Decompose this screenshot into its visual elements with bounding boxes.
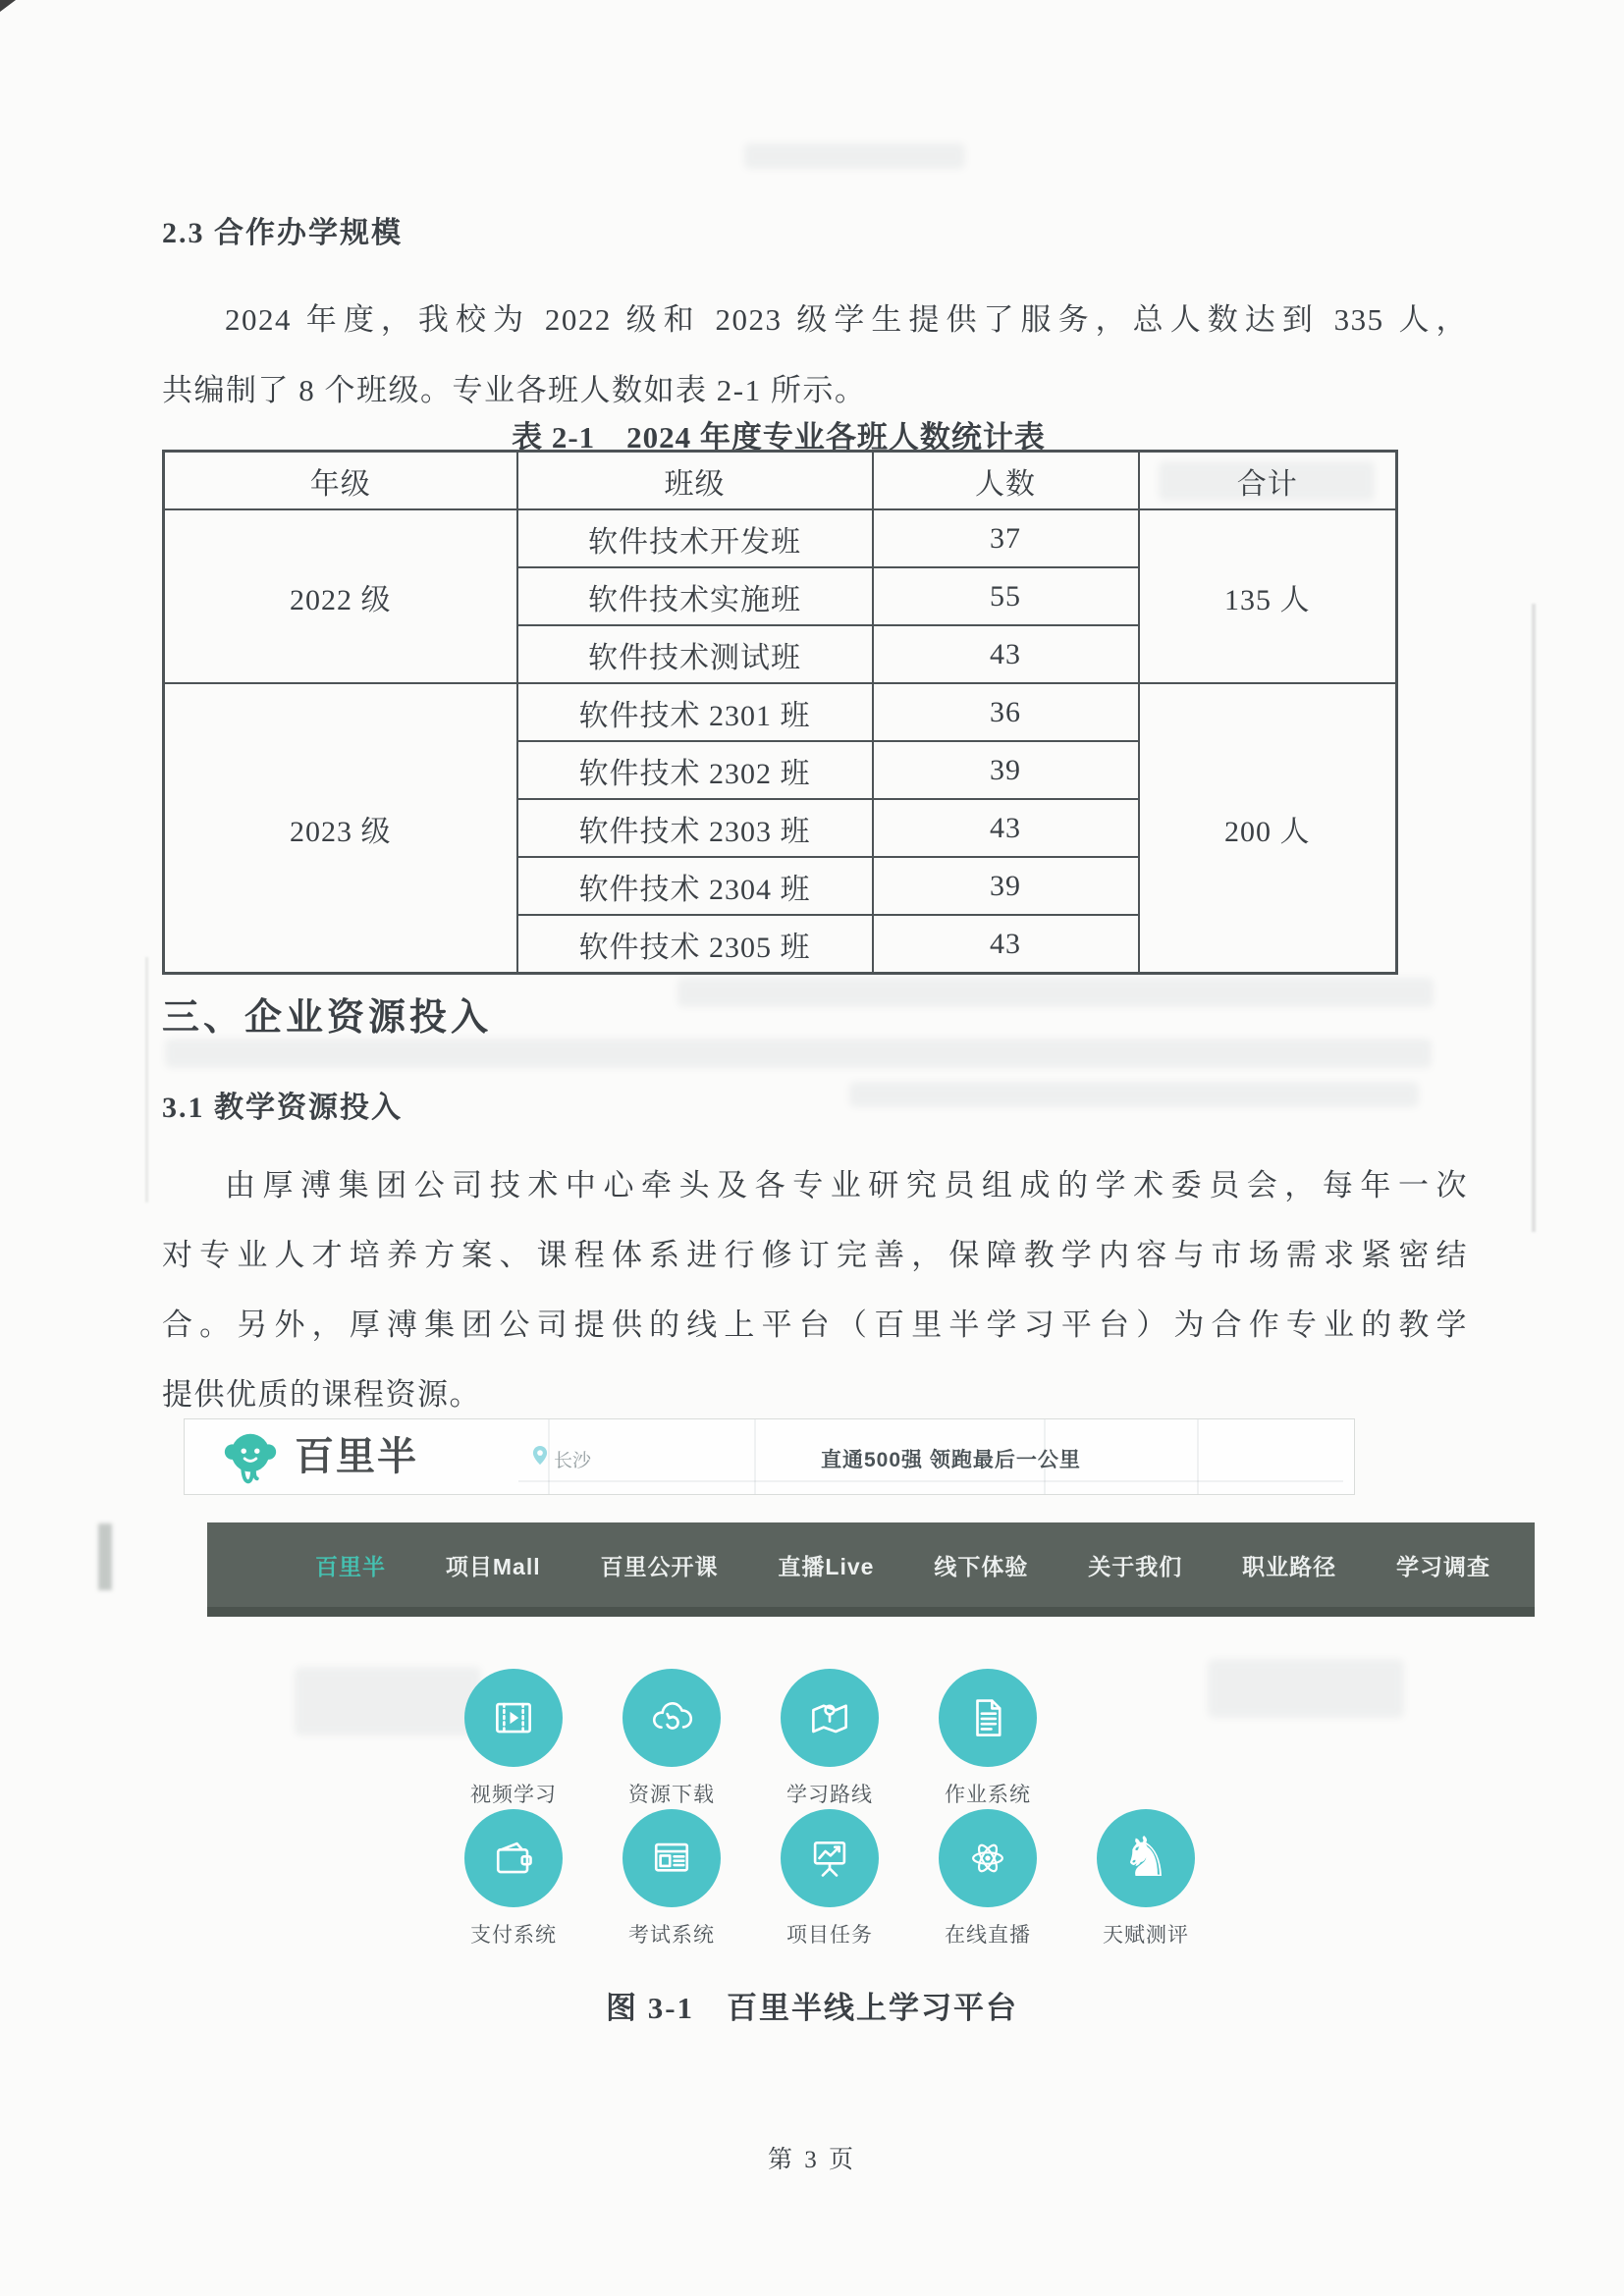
browser-list-icon: [623, 1809, 721, 1907]
atom-icon: [939, 1809, 1037, 1907]
class-name-cell: 软件技术 2305 班: [517, 915, 873, 974]
table-header-row: [164, 452, 1397, 510]
platform-feature: [1097, 1809, 1195, 1949]
class-name-cell: 软件技术测试班: [517, 625, 873, 683]
table-title: 表 2-1 2024 年度专业各班人数统计表: [512, 420, 1046, 454]
platform-feature: [939, 1669, 1037, 1808]
location-selector: [530, 1443, 591, 1474]
nav-item-学习调查: 学习调查: [1396, 1553, 1490, 1579]
feature-label: 学习路线: [786, 1784, 873, 1806]
col-header-count: 人数: [873, 452, 1139, 510]
platform-slogan: 直通500强 领跑最后一公里: [821, 1449, 1081, 1471]
bleed-through: [165, 1039, 1432, 1068]
nav-item-直播Live: 直播Live: [778, 1553, 875, 1579]
wallet-icon: [464, 1809, 563, 1907]
nav-item-项目Mall: 项目Mall: [445, 1553, 541, 1579]
count-cell: 43: [873, 915, 1139, 974]
platform-feature: [464, 1669, 563, 1808]
paragraph-line: 提供优质的课程资源。: [162, 1377, 481, 1412]
document-icon: [939, 1669, 1037, 1767]
feature-label: 视频学习: [470, 1784, 557, 1806]
bleed-grid-line: [1044, 1419, 1046, 1494]
bleed-grid-line: [548, 1419, 550, 1494]
class-name-cell: 软件技术 2301 班: [517, 683, 873, 741]
section-3-1-paragraph: [162, 1150, 1468, 1429]
platform-feature: [464, 1809, 563, 1949]
nav-item-百里半: 百里半: [315, 1553, 386, 1579]
bailiban-logo-icon: [220, 1426, 281, 1492]
scan-streak: [145, 957, 148, 1202]
bleed-grid-line: [754, 1419, 756, 1494]
table-body: [164, 509, 1397, 974]
bleed-through: [744, 143, 965, 169]
count-cell: 39: [873, 857, 1139, 915]
paragraph-line: 合。另外，厚溥集团公司提供的线上平台（百里半学习平台）为合作专业的教学: [162, 1308, 1468, 1342]
paragraph-line: 对专业人才培养方案、课程体系进行修订完善，保障教学内容与市场需求紧密结: [162, 1238, 1468, 1272]
col-header-grade: 年级: [164, 452, 517, 510]
nav-item-职业路径: 职业路径: [1242, 1553, 1337, 1579]
paragraph-line: 由厚溥集团公司技术中心牵头及各专业研究员组成的学术委员会，每年一次: [225, 1168, 1468, 1202]
count-cell: 37: [873, 509, 1139, 567]
col-header-class: 班级: [517, 452, 873, 510]
col-header-total: 合计: [1139, 452, 1397, 510]
section-3-1-heading: 3.1 教学资源投入: [162, 1092, 403, 1124]
nav-item-关于我们: 关于我们: [1088, 1553, 1183, 1579]
bleed-grid-line: [1197, 1419, 1199, 1494]
film-play-icon: [464, 1669, 563, 1767]
grade-cell: 2022 级: [164, 509, 517, 683]
feature-label: 考试系统: [628, 1924, 715, 1947]
scan-corner-mark: [0, 0, 16, 12]
scan-streak: [1532, 604, 1536, 1232]
feature-label: 支付系统: [470, 1924, 557, 1947]
table-row: [164, 683, 1397, 741]
class-name-cell: 软件技术 2304 班: [517, 857, 873, 915]
class-name-cell: 软件技术 2302 班: [517, 741, 873, 799]
platform-feature: [939, 1809, 1037, 1949]
class-name-cell: 软件技术 2303 班: [517, 799, 873, 857]
section-2-3-paragraph: [162, 285, 1468, 426]
bleed-through: [1208, 1659, 1404, 1718]
table-row: [164, 509, 1397, 567]
count-cell: 55: [873, 567, 1139, 625]
page-number: 第 3 页: [767, 2147, 856, 2173]
location-label: 长沙: [554, 1450, 592, 1471]
feature-label: 项目任务: [786, 1924, 873, 1947]
bleed-through: [295, 1667, 481, 1735]
bleed-through: [849, 1082, 1419, 1107]
presentation-chart-icon: [781, 1809, 879, 1907]
bleed-through: [677, 978, 1434, 1007]
platform-feature: [781, 1669, 879, 1808]
count-cell: 43: [873, 799, 1139, 857]
feature-label: 在线直播: [945, 1924, 1031, 1947]
count-cell: 36: [873, 683, 1139, 741]
map-pin-icon: [781, 1669, 879, 1767]
feature-label: 资源下载: [628, 1784, 715, 1806]
paragraph-line: 共编制了 8 个班级。专业各班人数如表 2-1 所示。: [162, 373, 867, 407]
bleed-grid-line: [518, 1480, 1343, 1482]
feature-label: 天赋测评: [1103, 1924, 1189, 1947]
platform-logo-text: 百里半: [295, 1435, 418, 1478]
total-cell: 200 人: [1139, 683, 1397, 974]
section-2-3-heading: 2.3 合作办学规模: [162, 217, 403, 249]
platform-header-band: [184, 1418, 1355, 1495]
nav-item-线下体验: 线下体验: [934, 1553, 1029, 1579]
platform-feature: [623, 1809, 721, 1949]
nav-item-百里公开课: 百里公开课: [600, 1553, 719, 1579]
chess-knight-icon: ♞: [1097, 1809, 1195, 1907]
feature-label: 作业系统: [945, 1784, 1031, 1806]
platform-feature: [623, 1669, 721, 1808]
grade-cell: 2023 级: [164, 683, 517, 974]
class-size-table: [162, 450, 1398, 975]
count-cell: 43: [873, 625, 1139, 683]
platform-nav-bar: [207, 1522, 1535, 1617]
figure-caption: 图 3-1 百里半线上学习平台: [605, 1991, 1019, 2025]
section-3-heading: 三、企业资源投入: [162, 997, 493, 1039]
cloud-sync-icon: [623, 1669, 721, 1767]
features-row-1: [464, 1669, 1037, 1808]
total-cell: 135 人: [1139, 509, 1397, 683]
scan-blob: [98, 1523, 112, 1590]
location-pin-icon: [530, 1443, 550, 1474]
count-cell: 39: [873, 741, 1139, 799]
class-name-cell: 软件技术开发班: [517, 509, 873, 567]
class-name-cell: 软件技术实施班: [517, 567, 873, 625]
paragraph-line: 2024 年度，我校为 2022 级和 2023 级学生提供了服务，总人数达到 335 人，: [225, 302, 1468, 337]
platform-feature: [781, 1809, 879, 1949]
features-row-2: [464, 1809, 1195, 1949]
